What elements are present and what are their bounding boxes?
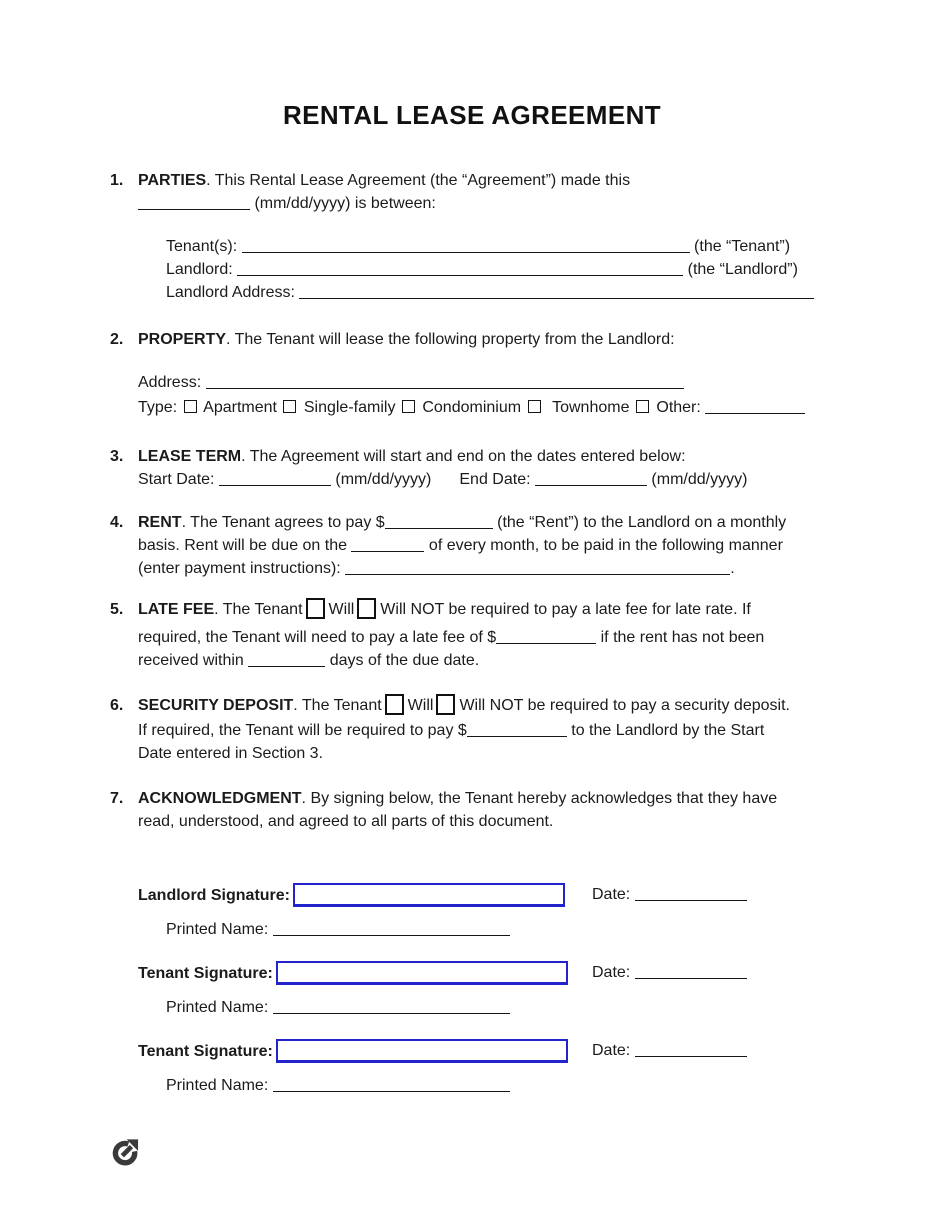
section-number: 5. [110, 601, 124, 618]
tenant-1-signature-input[interactable] [276, 961, 568, 985]
section-heading: LEASE TERM [138, 448, 242, 465]
tenant-2-printed-name-field[interactable] [273, 1080, 510, 1092]
other-type-field[interactable] [705, 402, 805, 414]
date-group [592, 961, 747, 984]
text-run: (the “Tenant”) [689, 238, 791, 255]
signature-line [110, 883, 834, 909]
late-fee-amount-field[interactable] [496, 632, 596, 644]
form-line [110, 787, 834, 810]
text-run: to the Landlord by the Start [566, 722, 765, 739]
start-date-field[interactable] [219, 474, 331, 486]
text-run: Will [328, 601, 355, 618]
tenant-2-date-field[interactable] [635, 1045, 747, 1057]
checkbox-security-deposit-will[interactable] [385, 694, 404, 715]
printed-name-line [110, 996, 834, 1019]
form-line [110, 235, 834, 258]
section-number: 6. [110, 697, 124, 714]
signature-label: Tenant Signature: [138, 1043, 273, 1060]
text-run: Type: [138, 399, 182, 416]
security-deposit-amount-field[interactable] [467, 725, 567, 737]
section-heading: RENT [138, 514, 182, 531]
section-late-fee [110, 598, 834, 672]
text-run: (mm/dd/yyyy) is between: [250, 195, 436, 212]
circular-arrow-logo [110, 1137, 834, 1167]
form-line [110, 468, 834, 491]
checkbox-condominium[interactable] [402, 400, 415, 413]
tenant-2-signature-input[interactable] [276, 1039, 568, 1063]
text-run: End Date: [459, 471, 535, 488]
text-run: . The Tenant [214, 601, 303, 618]
text-run: read, understood, and agreed to all parts of this document. [138, 813, 554, 830]
printed-name-line [110, 1074, 834, 1097]
text-run: Landlord Address: [166, 284, 300, 301]
form-line [110, 557, 834, 580]
text-run: . The Tenant [293, 697, 382, 714]
form-line [110, 694, 834, 717]
tenant-1-date-field[interactable] [635, 967, 747, 979]
checkbox-late-fee-will[interactable] [306, 598, 325, 619]
text-run: Townhome [543, 399, 634, 416]
checkbox-townhome[interactable] [528, 400, 541, 413]
section-number: 2. [110, 331, 124, 348]
landlord-date-field[interactable] [635, 889, 747, 901]
text-run: Date entered in Section 3. [138, 745, 324, 762]
text-run: days of the due date. [325, 652, 480, 669]
text-run: Landlord: [166, 261, 238, 278]
form-line [110, 328, 834, 351]
form-line [110, 281, 834, 304]
section-property [110, 328, 834, 419]
date-group [592, 883, 747, 906]
landlord-name-field[interactable] [237, 264, 683, 276]
checkbox-late-fee-will-not[interactable] [357, 598, 376, 619]
printed-name-label: Printed Name: [166, 1077, 273, 1094]
section-rent [110, 511, 834, 580]
text-run: If required, the Tenant will be required to pay $ [138, 722, 467, 739]
form-line [110, 598, 834, 621]
text-run: (mm/dd/yyyy) [330, 471, 432, 488]
checkbox-security-deposit-will-not[interactable] [436, 694, 455, 715]
landlord-printed-name-field[interactable] [273, 924, 510, 936]
section-acknowledgment [110, 787, 834, 833]
signature-line [110, 1039, 834, 1065]
late-fee-days-field[interactable] [248, 655, 325, 667]
text-run: Will NOT be required to pay a late fee for late rate. If [380, 601, 751, 618]
tenant-names-field[interactable] [242, 241, 690, 253]
signature-line [110, 961, 834, 987]
text-run: . [730, 560, 735, 577]
text-run: Other: [651, 399, 706, 416]
form-line [110, 742, 834, 765]
text-run: of every month, to be paid in the following manner [424, 537, 783, 554]
text-run: (enter payment instructions): [138, 560, 346, 577]
form-line [110, 626, 834, 649]
signature-area [110, 883, 834, 1097]
signature-label: Tenant Signature: [138, 965, 273, 982]
checkbox-single-family[interactable] [283, 400, 296, 413]
footer [110, 1137, 834, 1167]
signature-block-landlord [110, 883, 834, 941]
form-line [110, 169, 834, 192]
text-run: basis. Rent will be due on the [138, 537, 352, 554]
text-run: Will [407, 697, 434, 714]
section-parties [110, 169, 834, 304]
printed-name-line [110, 918, 834, 941]
rent-amount-field[interactable] [385, 517, 493, 529]
signature-block-tenant-2 [110, 1039, 834, 1097]
text-run: Address: [138, 374, 206, 391]
form-line [110, 649, 834, 672]
section-number: 3. [110, 448, 124, 465]
section-heading: PROPERTY [138, 331, 227, 348]
text-run: Tenant(s): [166, 238, 242, 255]
text-run: Start Date: [138, 471, 219, 488]
date-group [592, 1039, 747, 1062]
landlord-signature-input[interactable] [293, 883, 565, 907]
text-run: required, the Tenant will need to pay a late fee of $ [138, 629, 497, 646]
section-lease-term [110, 445, 834, 491]
section-heading: LATE FEE [138, 601, 215, 618]
property-address-field[interactable] [206, 377, 684, 389]
text-run: Condominium [417, 399, 526, 416]
signature-block-tenant-1 [110, 961, 834, 1019]
checkbox-apartment[interactable] [184, 400, 197, 413]
section-number: 7. [110, 790, 124, 807]
form-line [110, 396, 834, 419]
text-run: (the “Landlord”) [683, 261, 798, 278]
text-run: (the “Rent”) to the Landlord on a monthly [492, 514, 787, 531]
printed-name-label: Printed Name: [166, 921, 273, 938]
section-number: 4. [110, 514, 124, 531]
text-run: . The Tenant will lease the following property from the Landlord: [226, 331, 675, 348]
section-number: 1. [110, 172, 124, 189]
landlord-address-field[interactable] [299, 287, 814, 299]
rent-due-day-field[interactable] [351, 540, 424, 552]
text-run: Will NOT be required to pay a security deposit. [459, 697, 790, 714]
agreement-date-field[interactable] [138, 198, 250, 210]
date-label: Date: [592, 886, 635, 903]
text-run: if the rent has not been [596, 629, 765, 646]
text-run: . The Tenant agrees to pay $ [181, 514, 385, 531]
text-run: Apartment [199, 399, 282, 416]
form-line [110, 258, 834, 281]
text-run: . The Agreement will start and end on the dates entered below: [241, 448, 686, 465]
end-date-field[interactable] [535, 474, 647, 486]
checkbox-other[interactable] [636, 400, 649, 413]
text-run: (mm/dd/yyyy) [646, 471, 748, 488]
signature-label: Landlord Signature: [138, 887, 290, 904]
form-line [110, 192, 834, 215]
document-title: RENTAL LEASE AGREEMENT [282, 100, 662, 130]
section-heading: PARTIES [138, 172, 207, 189]
payment-instructions-field[interactable] [345, 563, 730, 575]
date-label: Date: [592, 1042, 635, 1059]
text-run: . This Rental Lease Agreement (the “Agreement”) made this [206, 172, 631, 189]
form-line [110, 371, 834, 394]
text-run: received within [138, 652, 249, 669]
section-heading: SECURITY DEPOSIT [138, 697, 294, 714]
form-line [110, 719, 834, 742]
form-line [110, 810, 834, 833]
section-heading: ACKNOWLEDGMENT [138, 790, 302, 807]
form-line [110, 534, 834, 557]
text-run: . By signing below, the Tenant hereby acknowledges that they have [301, 790, 778, 807]
form-line [110, 445, 834, 468]
tenant-1-printed-name-field[interactable] [273, 1002, 510, 1014]
sections-container [110, 169, 834, 833]
printed-name-label: Printed Name: [166, 999, 273, 1016]
date-label: Date: [592, 964, 635, 981]
text-run: Single-family [299, 399, 400, 416]
form-line [110, 511, 834, 534]
section-security-deposit [110, 694, 834, 765]
